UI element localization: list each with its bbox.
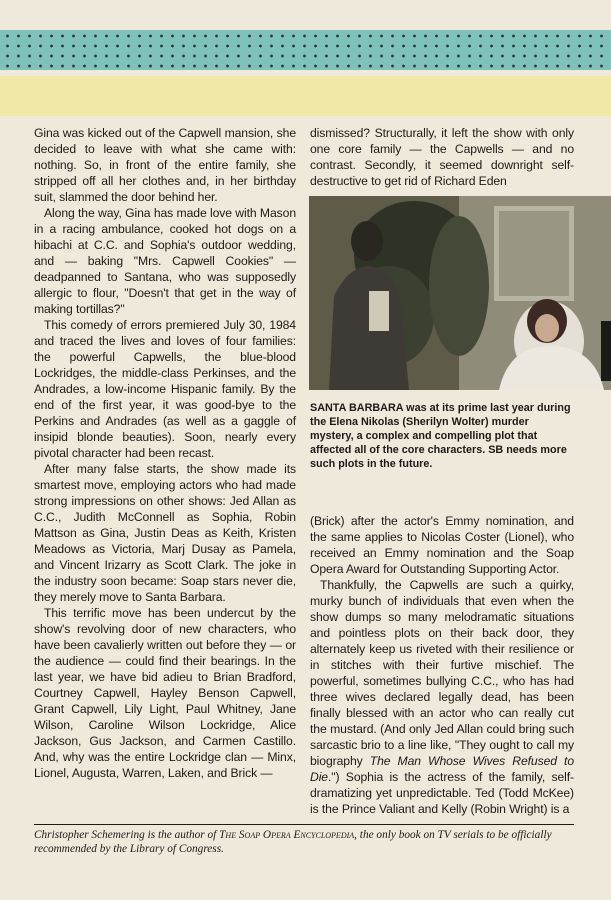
paragraph: (Brick) after the actor's Emmy nomination, and the same applies to Nicolas Coster (Lionel), who received an Emmy nomination and the Soap Opera Award for Outstanding Supporting Actor.: [310, 514, 574, 576]
decorative-dot-band: [0, 30, 611, 70]
paragraph: This comedy of errors premiered July 30, 1984 and traced the lives and loves of four families: the powerful Capwells, the blue-blood Lockridges, the middle-class Perkinses, and the Andrades, a low-income Hispanic family. By the end of the first year, it was good-bye to the Perkins and Andrades (as well as a gaggle of insipid blonde beauties). Soon, nearly every pivotal character had been recast.: [34, 318, 296, 460]
author-bio-text: Christopher Schemering is the author of: [34, 829, 220, 841]
footer-divider: [34, 824, 574, 825]
encyclopedia-title: The Soap Opera Encyclopedia: [219, 829, 355, 841]
paragraph: This terrific move has been undercut by the show's revolving door of new characters, who have been cavalierly written out before they — or the audience — could find their bearings. In the last year, we have bid adieu to Brian Bradford, Courtney Capwell, Hayley Benson Capwell, Grant Capwell, Lily Light, Paul Whitney, Jane Wilson, Caroline Wilson Lockridge, Alice Jackson, Gus Jackson, and Carmen Castillo. And, why was the entire Lockridge clan — Minx, Lionel, Augusta, Warren, Laken, and Brick —: [34, 606, 296, 780]
author-bio-text: , the only book on TV serials to be officially recommended by the Library of Congress.: [34, 829, 552, 855]
photo-illustration: [309, 196, 611, 390]
author-bio: [34, 828, 579, 856]
paragraph: Gina was kicked out of the Capwell mansion, she decided to leave with what she came with: nothing. So, in front of the entire family, she stripped off all her clothes and, in her birthday suit, slammed the door behind her.: [34, 126, 296, 204]
paragraph: dismissed? Structurally, it left the show with only one core family — the Capwells — and no contrast. Secondly, it seemed downright self-destructive to get rid of Richard Eden: [310, 126, 574, 188]
paragraph-text: Thankfully, the Capwells are such a quirky, murky bunch of individuals that even when the show dumps so many melodramatic situations and pointless plots on their back door, they alternately keep us riveted with their resilience or in stitches with their furtive mischief. The powerful, sometimes bullying C.C., who has had three wives declared legally dead, has been finally blessed with an actor who can really cut the mustard. (And only Jed Allan could bring such sarcastic brio to a line like, "They ought to call my biography: [310, 578, 574, 768]
paragraph: [310, 577, 574, 817]
paragraph: Along the way, Gina has made love with Mason in a racing ambulance, cooked hot dogs on a hibachi at C.C. and Sophia's outdoor wedding, and — baking "Mrs. Capwell Cookies" — deadpanned to Santana, who was supposedly allergic to flour, "Doesn't that get in the way of making tortillas?": [34, 206, 296, 316]
paragraph: After many false starts, the show made its smartest move, employing actors who had made strong impressions on other shows: Jed Allan as C.C., Judith McConnell as Sophia, Robin Mattson as Gina, Justin Deas as Keith, Kristen Meadows as Victoria, Marj Dusay as Pamela, and Vincent Irizarry as Scott Clark. The joke in the industry soon became: Soap stars never die, they merely move to Santa Barbara.: [34, 462, 296, 604]
paragraph-text: .") Sophia is the actress of the family, self-dramatizing yet unpredictable. Ted (Todd McKee) is the Prince Valiant and Kelly (Robin Wright) is a: [310, 770, 574, 816]
photo-caption: SANTA BARBARA was at its prime last year during the Elena Nikolas (Sherilyn Wolter) murder mystery, a complex and compelling plot that affected all of the core characters. SB needs more such plots in the future.: [310, 402, 571, 470]
article-photo: [309, 196, 611, 390]
article-column-left: [34, 125, 296, 781]
article-column-right-bottom: [310, 513, 574, 817]
article-column-right-top: [310, 125, 574, 189]
header-color-band: [0, 76, 611, 116]
book-title: The Man Whose Wives Refused to Die: [310, 754, 574, 784]
